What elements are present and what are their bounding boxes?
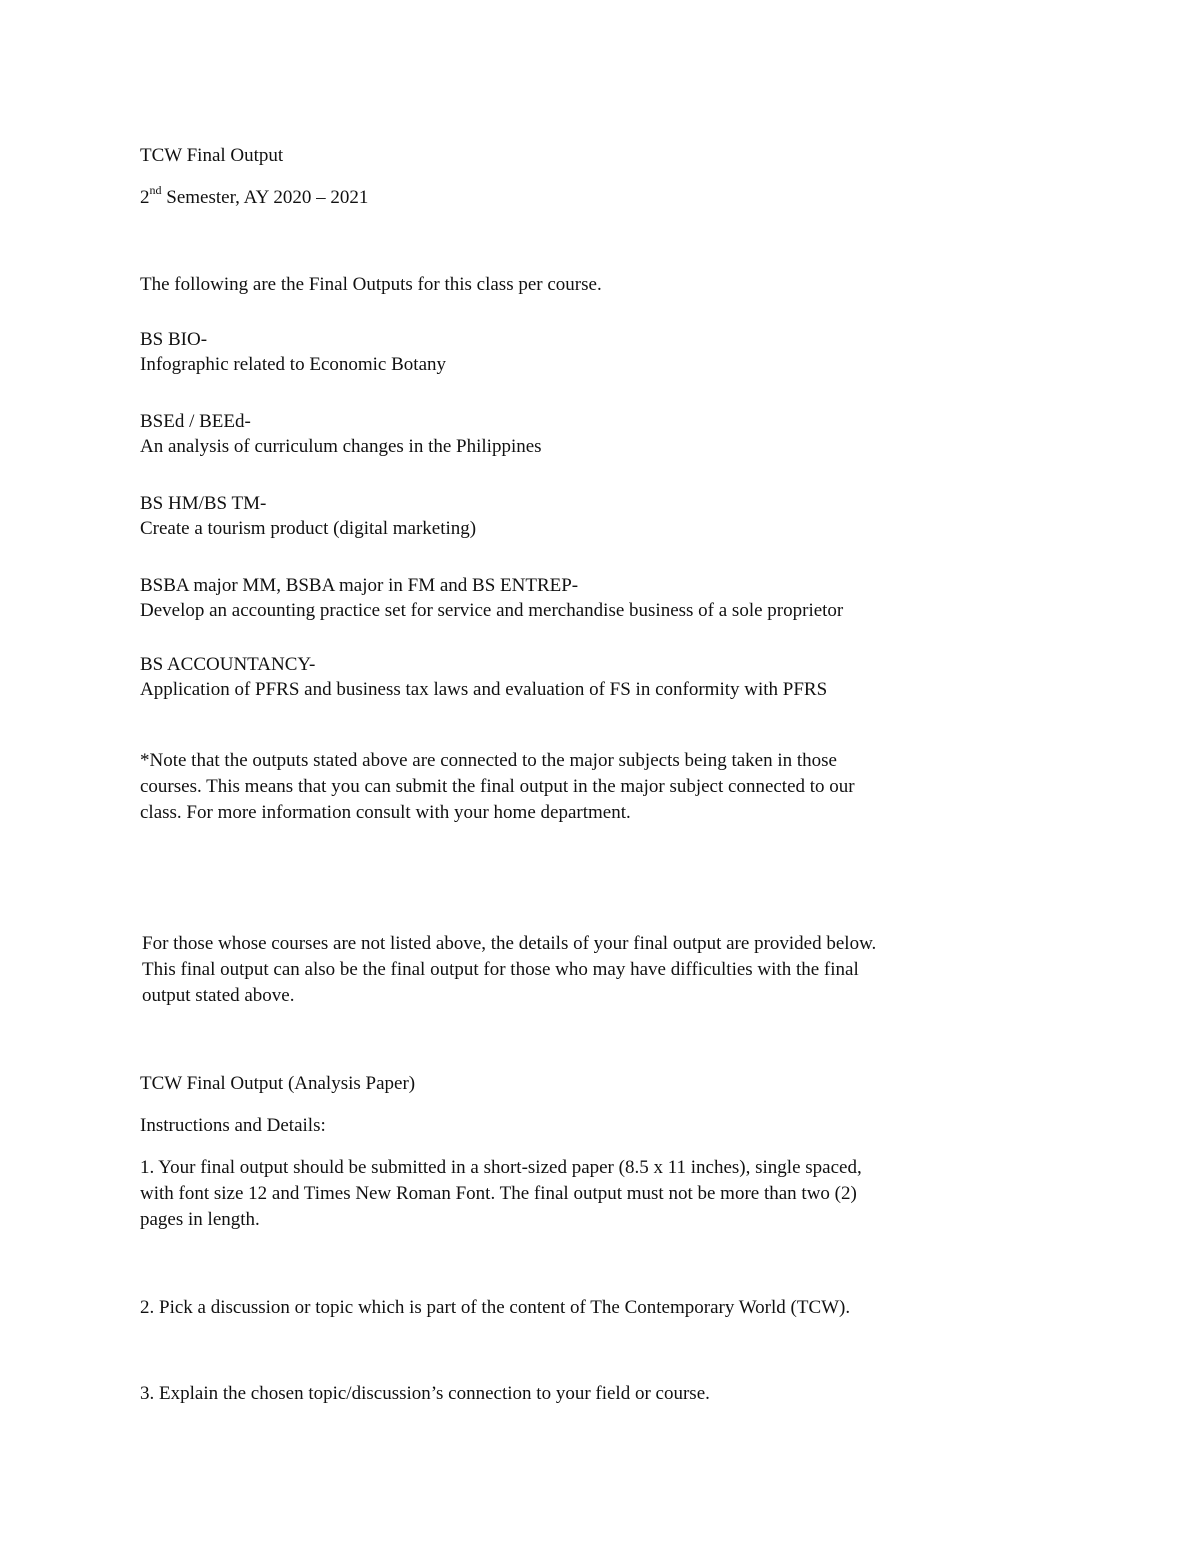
others-line-2: This final output can also be the final output for those who may have difficulties with the final — [142, 959, 859, 980]
instruction-1-line-1: 1. Your final output should be submitted in a short-sized paper (8.5 x 11 inches), single spaced, — [140, 1157, 862, 1178]
course-output-hm-tm: Create a tourism product (digital marketing) — [140, 518, 477, 539]
instructions-label: Instructions and Details: — [140, 1115, 326, 1136]
course-name-bio: BS BIO- — [140, 329, 208, 350]
note-line-3: class. For more information consult with your home department. — [140, 802, 631, 823]
instruction-2: 2. Pick a discussion or topic which is part of the content of The Contemporary World (TCW). — [140, 1297, 851, 1318]
course-output-educ: An analysis of curriculum changes in the Philippines — [140, 436, 542, 457]
instruction-1-line-3: pages in length. — [140, 1209, 260, 1230]
instruction-1-line-2: with font size 12 and Times New Roman Font. The final output must not be more than two (2) — [140, 1183, 857, 1204]
course-name-educ: BSEd / BEEd- — [140, 411, 251, 432]
document-title: TCW Final Output — [140, 145, 284, 166]
course-name-bsba: BSBA major MM, BSBA major in FM and BS ENTREP- — [140, 575, 579, 596]
course-name-accountancy: BS ACCOUNTANCY- — [140, 654, 316, 675]
instruction-3: 3. Explain the chosen topic/discussion’s connection to your field or course. — [140, 1383, 710, 1404]
semester-text: Semester, AY 2020 – 2021 — [161, 187, 369, 208]
course-name-hm-tm: BS HM/BS TM- — [140, 493, 267, 514]
course-output-accountancy: Application of PFRS and business tax laws and evaluation of FS in conformity with PFRS — [140, 679, 828, 700]
analysis-title: TCW Final Output (Analysis Paper) — [140, 1073, 416, 1094]
others-line-1: For those whose courses are not listed above, the details of your final output are provided below. — [142, 933, 877, 954]
semester-ordinal: nd — [149, 182, 162, 197]
semester-number: 2 — [140, 187, 150, 208]
course-output-bio: Infographic related to Economic Botany — [140, 354, 447, 375]
intro-text: The following are the Final Outputs for this class per course. — [140, 274, 602, 295]
note-line-2: courses. This means that you can submit the final output in the major subject connected to our — [140, 776, 855, 797]
semester-line — [140, 182, 369, 211]
note-line-1: *Note that the outputs stated above are connected to the major subjects being taken in those — [140, 750, 837, 771]
course-output-bsba: Develop an accounting practice set for service and merchandise business of a sole proprietor — [140, 600, 844, 621]
others-line-3: output stated above. — [142, 985, 295, 1006]
